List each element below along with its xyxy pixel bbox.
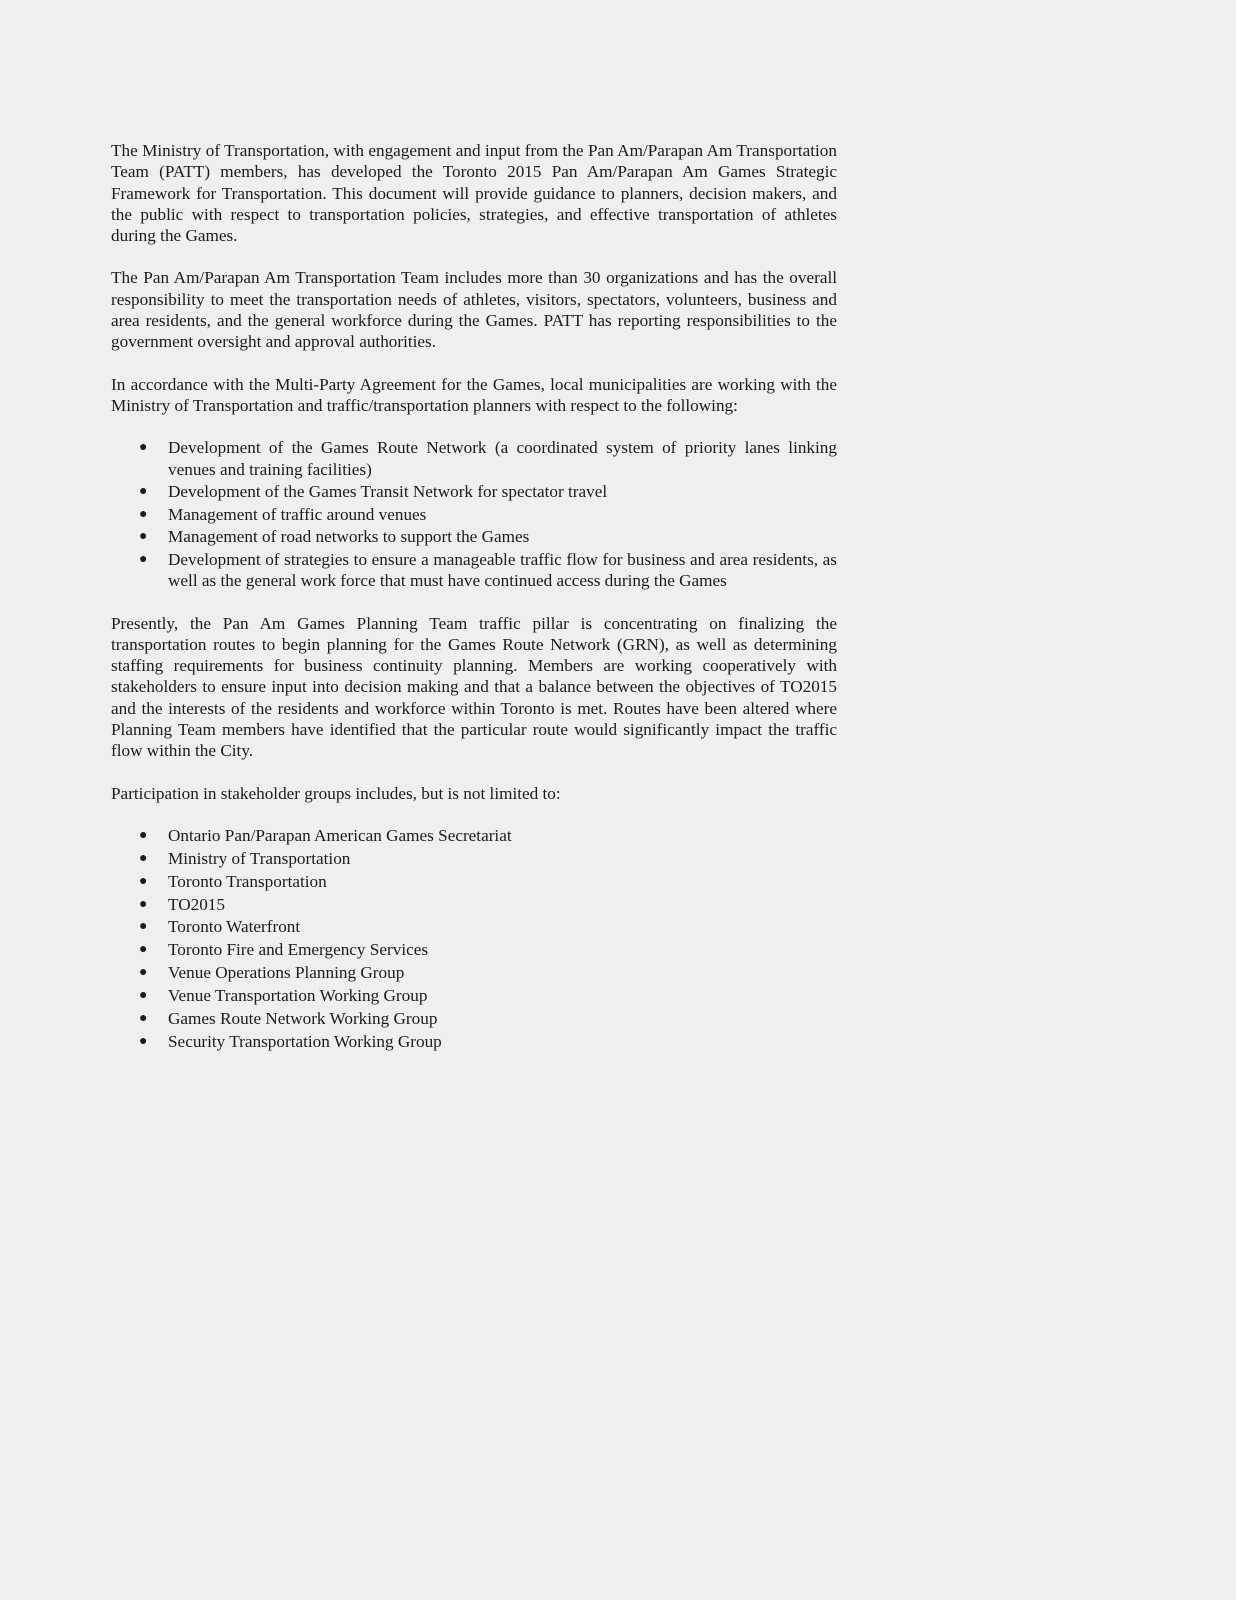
- bullet-icon: ●: [139, 551, 148, 567]
- bullet-icon: ●: [139, 529, 148, 545]
- bullet-icon: ●: [139, 506, 148, 522]
- list-item: [111, 962, 837, 983]
- list-item: [111, 825, 837, 846]
- document-body: [111, 140, 837, 1073]
- list-item: [111, 985, 837, 1006]
- list-item-text: Toronto Transportation: [168, 871, 327, 891]
- areas-of-work-list: [111, 437, 837, 591]
- bullet-icon: ●: [139, 1033, 148, 1049]
- list-item-text: Management of road networks to support the Games: [168, 527, 530, 547]
- bullet-icon: ●: [139, 440, 148, 456]
- list-item-text: Games Route Network Working Group: [168, 1009, 438, 1029]
- list-item: [111, 848, 837, 869]
- agreement-paragraph: In accordance with the Multi-Party Agreement for the Games, local municipalities are working with the Ministry of Transportation and traffic/transportation planners with respect to the following:: [111, 374, 837, 415]
- planning-team-paragraph: Presently, the Pan Am Games Planning Team traffic pillar is concentrating on finalizing the transportation routes to begin planning for the Games Route Network (GRN), as well as determining staffing requirements for business continuity planning. Members are working cooperatively with stakeholders to ensure input into decision making and that a balance between the objectives of TO2015 and the interests of the residents and workforce within Toronto is met. Routes have been altered where Planning Team members have identified that the particular route would significantly impact the traffic flow within the City.: [111, 613, 837, 761]
- list-item-text: Ministry of Transportation: [168, 848, 351, 868]
- bullet-icon: ●: [139, 919, 148, 935]
- list-item-text: Development of the Games Transit Network for spectator travel: [168, 482, 608, 502]
- bullet-icon: ●: [139, 484, 148, 500]
- list-item: [111, 437, 837, 480]
- list-item-text: Toronto Fire and Emergency Services: [168, 940, 429, 960]
- bullet-icon: ●: [139, 827, 148, 843]
- list-item: [111, 916, 837, 937]
- list-item-text: Development of strategies to ensure a manageable traffic flow for business and area residents, as well as the general work force that must have continued access during the Games: [168, 549, 837, 591]
- bullet-icon: ●: [139, 988, 148, 1004]
- bullet-icon: ●: [139, 850, 148, 866]
- list-item-text: Development of the Games Route Network (a coordinated system of priority lanes linking venues and training facilities): [168, 438, 837, 479]
- list-item-text: Ontario Pan/Parapan American Games Secretariat: [168, 825, 512, 845]
- participation-paragraph: Participation in stakeholder groups includes, but is not limited to:: [111, 783, 561, 803]
- list-item-text: Venue Transportation Working Group: [168, 986, 428, 1006]
- bullet-icon: ●: [139, 873, 148, 889]
- list-item: [111, 526, 837, 547]
- list-item-text: Toronto Waterfront: [168, 917, 301, 937]
- list-item: [111, 1031, 837, 1052]
- list-item: [111, 871, 837, 892]
- list-item: [111, 939, 837, 960]
- bullet-icon: ●: [139, 965, 148, 981]
- patt-paragraph: The Pan Am/Parapan Am Transportation Team includes more than 30 organizations and has the overall responsibility to meet the transportation needs of athletes, visitors, spectators, volunteers, business and area residents, and the general workforce during the Games. PATT has reporting responsibilities to the government oversight and approval authorities.: [111, 268, 837, 352]
- stakeholder-groups-list: [111, 825, 837, 1052]
- list-item-text: Security Transportation Working Group: [168, 1031, 442, 1051]
- list-item-text: TO2015: [168, 894, 225, 914]
- list-item: [111, 894, 837, 915]
- bullet-icon: ●: [139, 942, 148, 958]
- list-item: [111, 1008, 837, 1029]
- bullet-icon: ●: [139, 1011, 148, 1027]
- list-item: [111, 481, 837, 502]
- list-item: [111, 504, 837, 525]
- bullet-icon: ●: [139, 896, 148, 912]
- list-item-text: Venue Operations Planning Group: [168, 963, 405, 983]
- list-item: [111, 549, 837, 592]
- list-item-text: Management of traffic around venues: [168, 504, 427, 524]
- intro-paragraph: The Ministry of Transportation, with engagement and input from the Pan Am/Parapan Am Transportation Team (PATT) members, has developed the Toronto 2015 Pan Am/Parapan Am Games Strategic Framework for Transportation. This document will provide guidance to planners, decision makers, and the public with respect to transportation policies, strategies, and effective transportation of athletes during the Games.: [111, 141, 837, 246]
